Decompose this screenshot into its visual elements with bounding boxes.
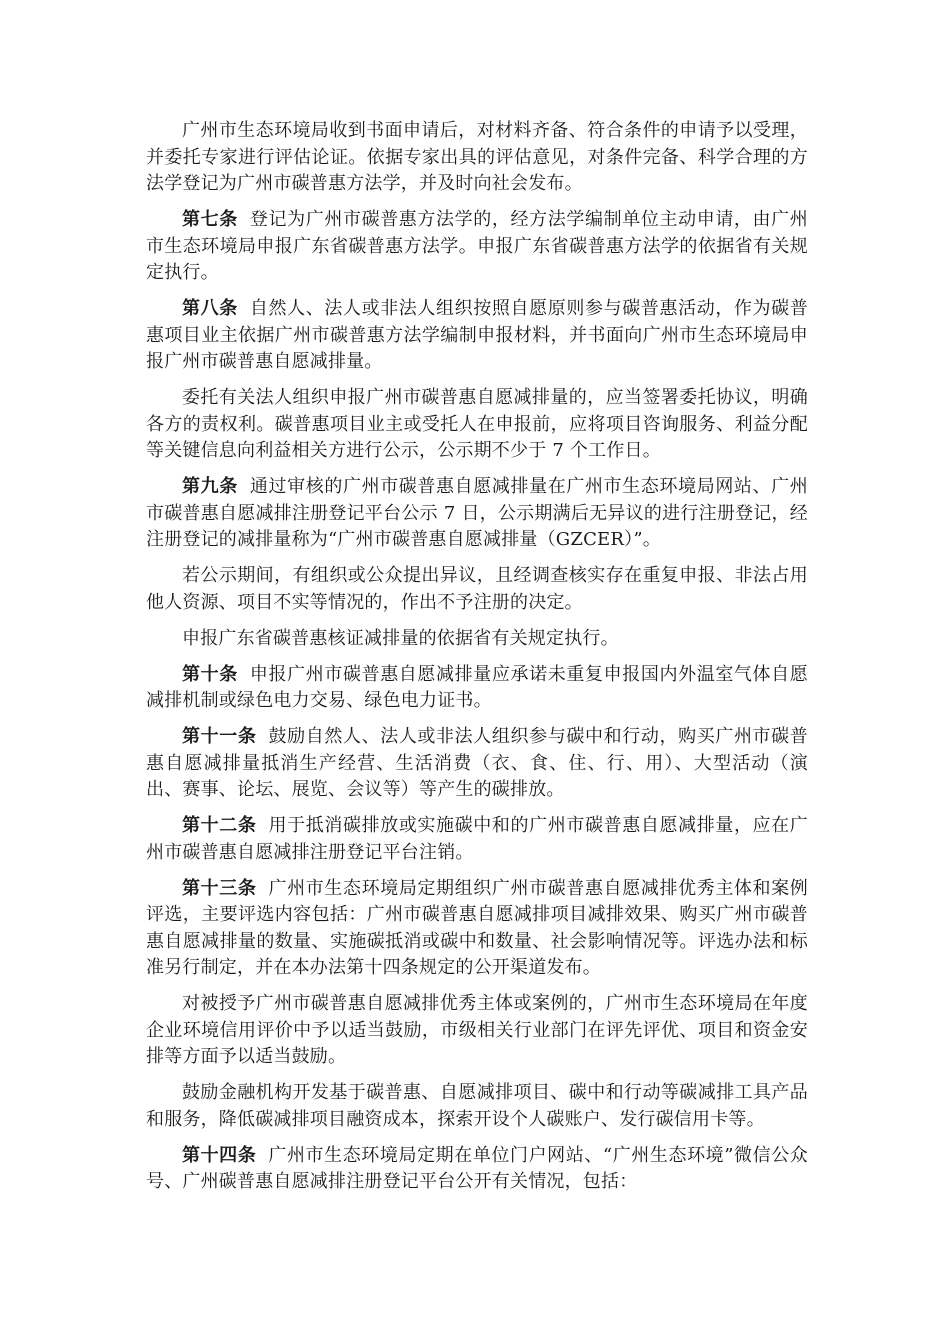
article-heading: 第八条: [182, 298, 238, 319]
paragraph-text: 鼓励金融机构开发基于碳普惠、自愿减排项目、碳中和行动等碳减排工具产品和服务，降低碳减排项目融资成本，探索开设个人碳账户、发行碳信用卡等。: [146, 1082, 808, 1130]
article-8-paragraph: [146, 296, 808, 376]
paragraph-text: 申报广州市碳普惠自愿减排量应承诺未重复申报国内外温室气体自愿减排机制或绿色电力交易、绿色电力证书。: [146, 663, 808, 711]
article-13-paragraph: [146, 876, 808, 982]
article-12-paragraph: [146, 813, 808, 866]
article-heading: 第十四条: [182, 1144, 257, 1166]
paragraph-text: 申报广东省碳普惠核证减排量的依据省有关规定执行。: [182, 627, 619, 649]
article-heading: 第十一条: [182, 726, 257, 747]
paragraph: [146, 385, 808, 465]
paragraph-text: 自然人、法人或非法人组织按照自愿原则参与碳普惠活动，作为碳普惠项目业主依据广州市碳普惠方法学编制申报材料，并书面向广州市生态环境局申报广州市碳普惠自愿减排量。: [146, 298, 808, 372]
article-14-paragraph: [146, 1143, 808, 1196]
paragraph-text: 用于抵消碳排放或实施碳中和的广州市碳普惠自愿减排量，应在广州市碳普惠自愿减排注册登记平台注销。: [146, 815, 808, 863]
paragraph-text: 若公示期间，有组织或公众提出异议，且经调查核实存在重复申报、非法占用他人资源、项目不实等情况的，作出不予注册的决定。: [146, 565, 808, 613]
paragraph: [146, 1080, 808, 1133]
paragraph-text: 通过审核的广州市碳普惠自愿减排量在广州市生态环境局网站、广州市碳普惠自愿减排注册登记平台公示 7 日，公示期满后无异议的进行注册登记，经注册登记的减排量称为“广州市碳普惠自愿减排量（GZCER）”。: [146, 476, 808, 550]
paragraph-text: 登记为广州市碳普惠方法学的，经方法学编制单位主动申请，由广州市生态环境局申报广东省碳普惠方法学。申报广东省碳普惠方法学的依据省有关规定执行。: [146, 209, 808, 283]
paragraph: [146, 626, 808, 653]
paragraph-text: 广州市生态环境局定期组织广州市碳普惠自愿减排优秀主体和案例评选，主要评选内容包括：广州市碳普惠自愿减排项目减排效果、购买广州市碳普惠自愿减排量的数量、实施碳抵消或碳中和数量、社会影响情况等。评选办法和标准另行制定，并在本办法第十四条规定的公开渠道发布。: [146, 877, 808, 978]
article-10-paragraph: [146, 662, 808, 715]
document-page: [146, 118, 808, 1205]
article-heading: 第九条: [182, 476, 238, 497]
paragraph: [146, 563, 808, 616]
paragraph-text: 委托有关法人组织申报广州市碳普惠自愿减排量的，应当签署委托协议，明确各方的责权利。碳普惠项目业主或受托人在申报前，应将项目咨询服务、利益分配等关键信息向利益相关方进行公示，公示期不少于 7 个工作日。: [146, 387, 808, 461]
paragraph: [146, 118, 808, 198]
paragraph-text: 广州市生态环境局定期在单位门户网站、“广州生态环境”微信公众号、广州碳普惠自愿减排注册登记平台公开有关情况，包括：: [146, 1144, 808, 1192]
paragraph-text: 鼓励自然人、法人或非法人组织参与碳中和行动，购买广州市碳普惠自愿减排量抵消生产经营、生活消费（衣、食、住、行、用）、大型活动（演出、赛事、论坛、展览、会议等）等产生的碳排放。: [146, 726, 808, 800]
article-heading: 第七条: [182, 209, 238, 230]
article-heading: 第十三条: [182, 877, 257, 899]
paragraph-text: 广州市生态环境局收到书面申请后，对材料齐备、符合条件的申请予以受理，并委托专家进行评估论证。依据专家出具的评估意见，对条件完备、科学合理的方法学登记为广州市碳普惠方法学，并及时向社会发布。: [146, 120, 808, 194]
paragraph: [146, 991, 808, 1071]
paragraph-text: 对被授予广州市碳普惠自愿减排优秀主体或案例的，广州市生态环境局在年度企业环境信用评价中予以适当鼓励，市级相关行业部门在评先评优、项目和资金安排等方面予以适当鼓励。: [146, 993, 808, 1067]
article-7-paragraph: [146, 207, 808, 287]
article-heading: 第十二条: [182, 815, 257, 836]
article-9-paragraph: [146, 474, 808, 554]
article-11-paragraph: [146, 724, 808, 804]
article-heading: 第十条: [182, 663, 238, 685]
